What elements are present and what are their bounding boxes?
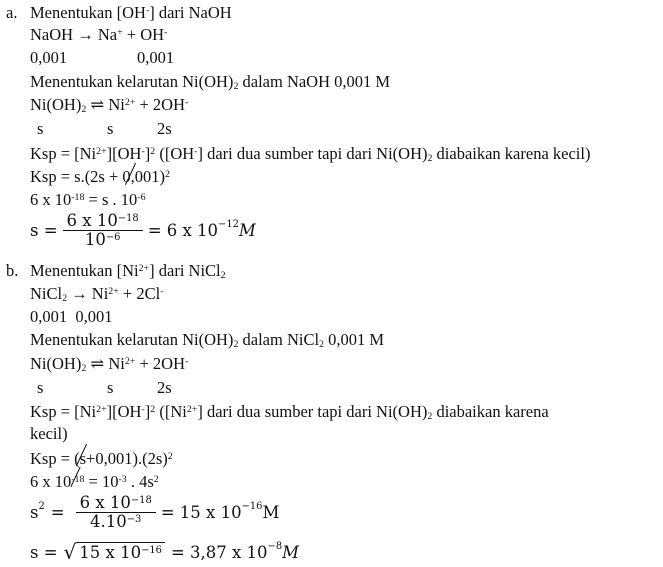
naoh-dissociation-reaction: NaOH → Na+ + OH-	[30, 25, 168, 44]
ksp-expression-b: Ksp = $[Ni^{2+}][OH^-]^2$ ($[Ni^{2+}]$ dari dua sumber tapi dari $Ni(OH)_2$ diabaikan karena	[30, 402, 549, 423]
nicl2-dissociation-reaction: NiCl$_2$ → $Ni^{2+} + 2Cl^-$	[30, 284, 164, 305]
ksp-expression-a: Ksp = $[Ni^{2+}][OH^-]^2$ ([OH-] dari dua sumber tapi dari $Ni(OH)_2$ diabaikan karena kecil)	[30, 144, 591, 165]
ksp-expression-b-wrap: kecil)	[30, 424, 68, 443]
stoich-2s-b: 2s	[157, 378, 172, 397]
solubility-heading-naoh: Menentukan kelarutan $Ni(OH)_2$ dalam NaOH 0,001 M	[30, 72, 391, 93]
s-squared-result-b: s $^2$ = $\frac{6 x 10^{-18}}{4.10^{-3}}$ = 15 x 10 $^{-16}$ M	[30, 493, 280, 531]
nioh2-equilibrium-a: $Ni(OH)_2$ ⇌ $Ni^{2+} + 2OH^-$	[30, 95, 189, 116]
ksp-substitution-a: Ksp = $s.(2s + 0,001)^2$	[30, 167, 170, 186]
oh-concentration-value: 0,001	[137, 48, 175, 67]
nicl2-concentration-row: 0,001 0,001	[30, 307, 113, 326]
section-a-heading: Menentukan [OH-] dari NaOH	[30, 3, 232, 22]
section-b-marker: b.	[6, 261, 19, 280]
stoich-s-1-b: s	[37, 378, 44, 397]
solubility-heading-nicl2: Menentukan kelarutan $Ni(OH)_2$ dalam NiCl$_2$ 0,001 M	[30, 330, 385, 351]
naoh-concentration-row: 0,001	[30, 48, 68, 67]
radical-sign-icon: √	[63, 540, 77, 564]
square-root: √ 15 x $10^{-16}$	[64, 542, 165, 563]
stoich-s-1: s	[37, 119, 44, 138]
solubility-result-b: s = √ 15 x $10^{-16}$ = 3,87 x 10 $^{-8}$ M	[30, 540, 300, 564]
solubility-result-a: s = $\frac{6 x 10^{-18}}{10^{-6}}$ = 6 x 10 $^{-12}$ M	[30, 211, 256, 249]
fraction-b: $\frac{6 x 10^{-18}}{4.10^{-3}}$	[76, 494, 156, 531]
stoich-s-2: s	[107, 119, 114, 138]
stoich-s-2-b: s	[107, 378, 114, 397]
stoich-2s: 2s	[157, 119, 172, 138]
section-a-marker: a.	[6, 3, 18, 22]
ksp-value-equation-a: 6 x $10^{-18} = s$ . $10^{-6}$	[30, 190, 146, 209]
ksp-substitution-b: Ksp = $(s+0,001).(2s)^2$	[30, 449, 173, 468]
section-b-heading: Menentukan $[Ni^{2+}]$ dari NiCl$_2$	[30, 261, 226, 282]
fraction-a: $\frac{6 x 10^{-18}}{10^{-6}}$	[63, 212, 143, 249]
nioh2-equilibrium-b: $Ni(OH)_2$ ⇌ $Ni^{2+} + 2OH^-$	[30, 354, 189, 375]
ksp-value-equation-b: 6 x $10^{-18} = 10^{-3}$ . $4s^2$	[30, 472, 159, 491]
